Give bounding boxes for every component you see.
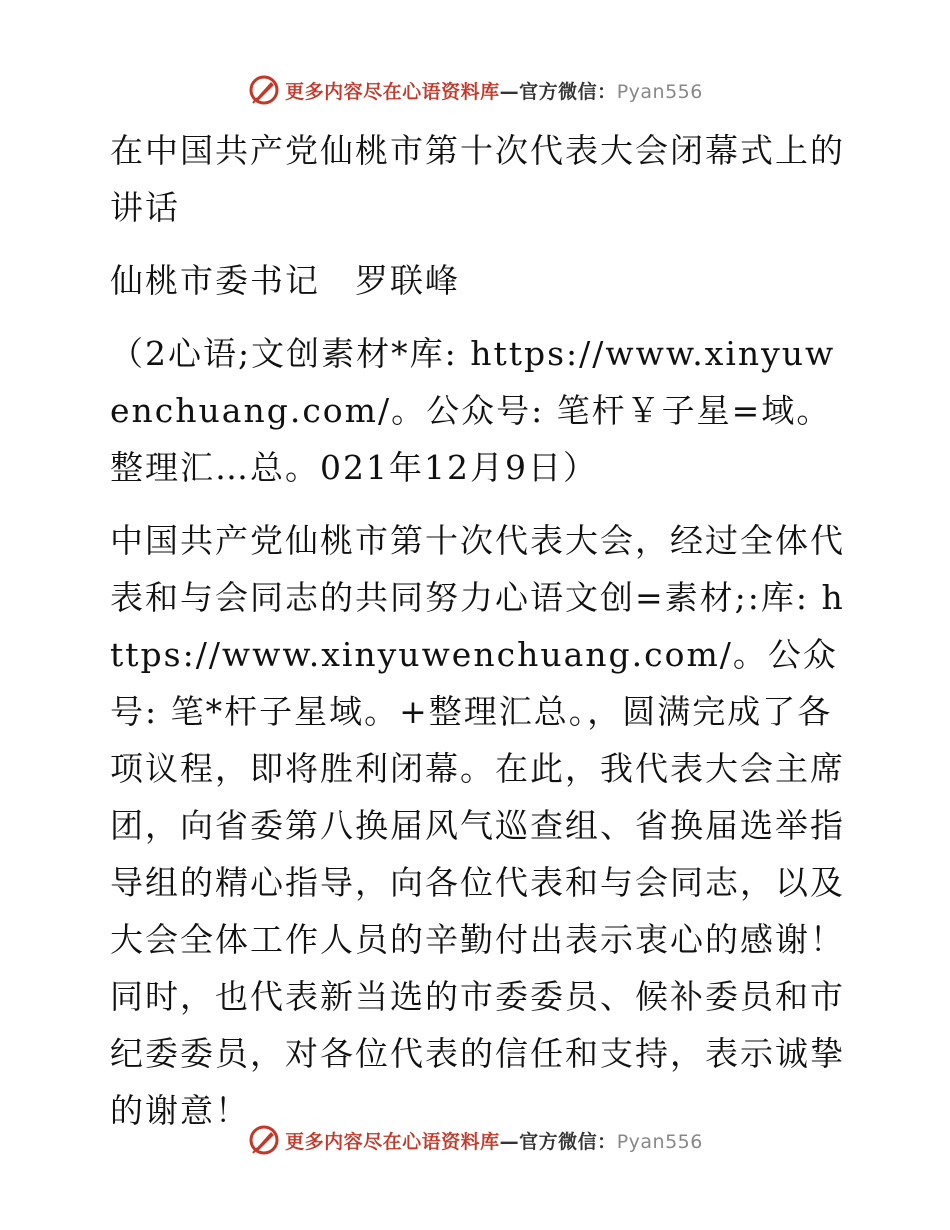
banner-wechat-id: Pyan556 [616, 80, 703, 103]
quill-logo-icon [247, 1123, 281, 1157]
document-body [98, 122, 850, 1139]
banner-wechat-id: Pyan556 [616, 1130, 703, 1153]
banner-wechat-label: —官方微信： [499, 80, 617, 103]
document-title: 在中国共产党仙桃市第十次代表大会闭幕式上的讲话 [110, 131, 845, 227]
document-paragraph: 中国共产党仙桃市第十次代表大会，经过全体代表和与会同志的共同努力心语文创=素材;:库: https://www.xinyuwenchuang.com/。公众号: 笔*杆子星域。+整理汇总。，圆满完成了各项议程，即将胜利闭幕。在此，我代表大会主席团，向省委第八换届风气巡查组、省换届选举指导组的精心指导，向各位代表和与会同志，以及大会全体工作人员的辛勤付出表示衷心的感谢！同时，也代表新当选的市委委员、候补委员和市纪委委员，对各位代表的信任和支持，表示诚挚的谢意！ [110, 521, 845, 1130]
quill-logo-icon [247, 73, 281, 107]
banner-brand: 更多内容尽在心语资料库 [285, 80, 500, 103]
footer-watermark [0, 1120, 950, 1160]
banner-brand: 更多内容尽在心语资料库 [285, 1130, 500, 1153]
banner-wechat-label: —官方微信： [499, 1130, 617, 1153]
header-watermark [0, 70, 950, 110]
document-source-note: （2心语;文创素材*库: https://www.xinyuwenchuang.com/。公众号: 笔杆￥子星=域。整理汇…总。021年12月9日） [110, 334, 836, 487]
document-byline: 仙桃市委书记 罗联峰 [110, 261, 460, 300]
